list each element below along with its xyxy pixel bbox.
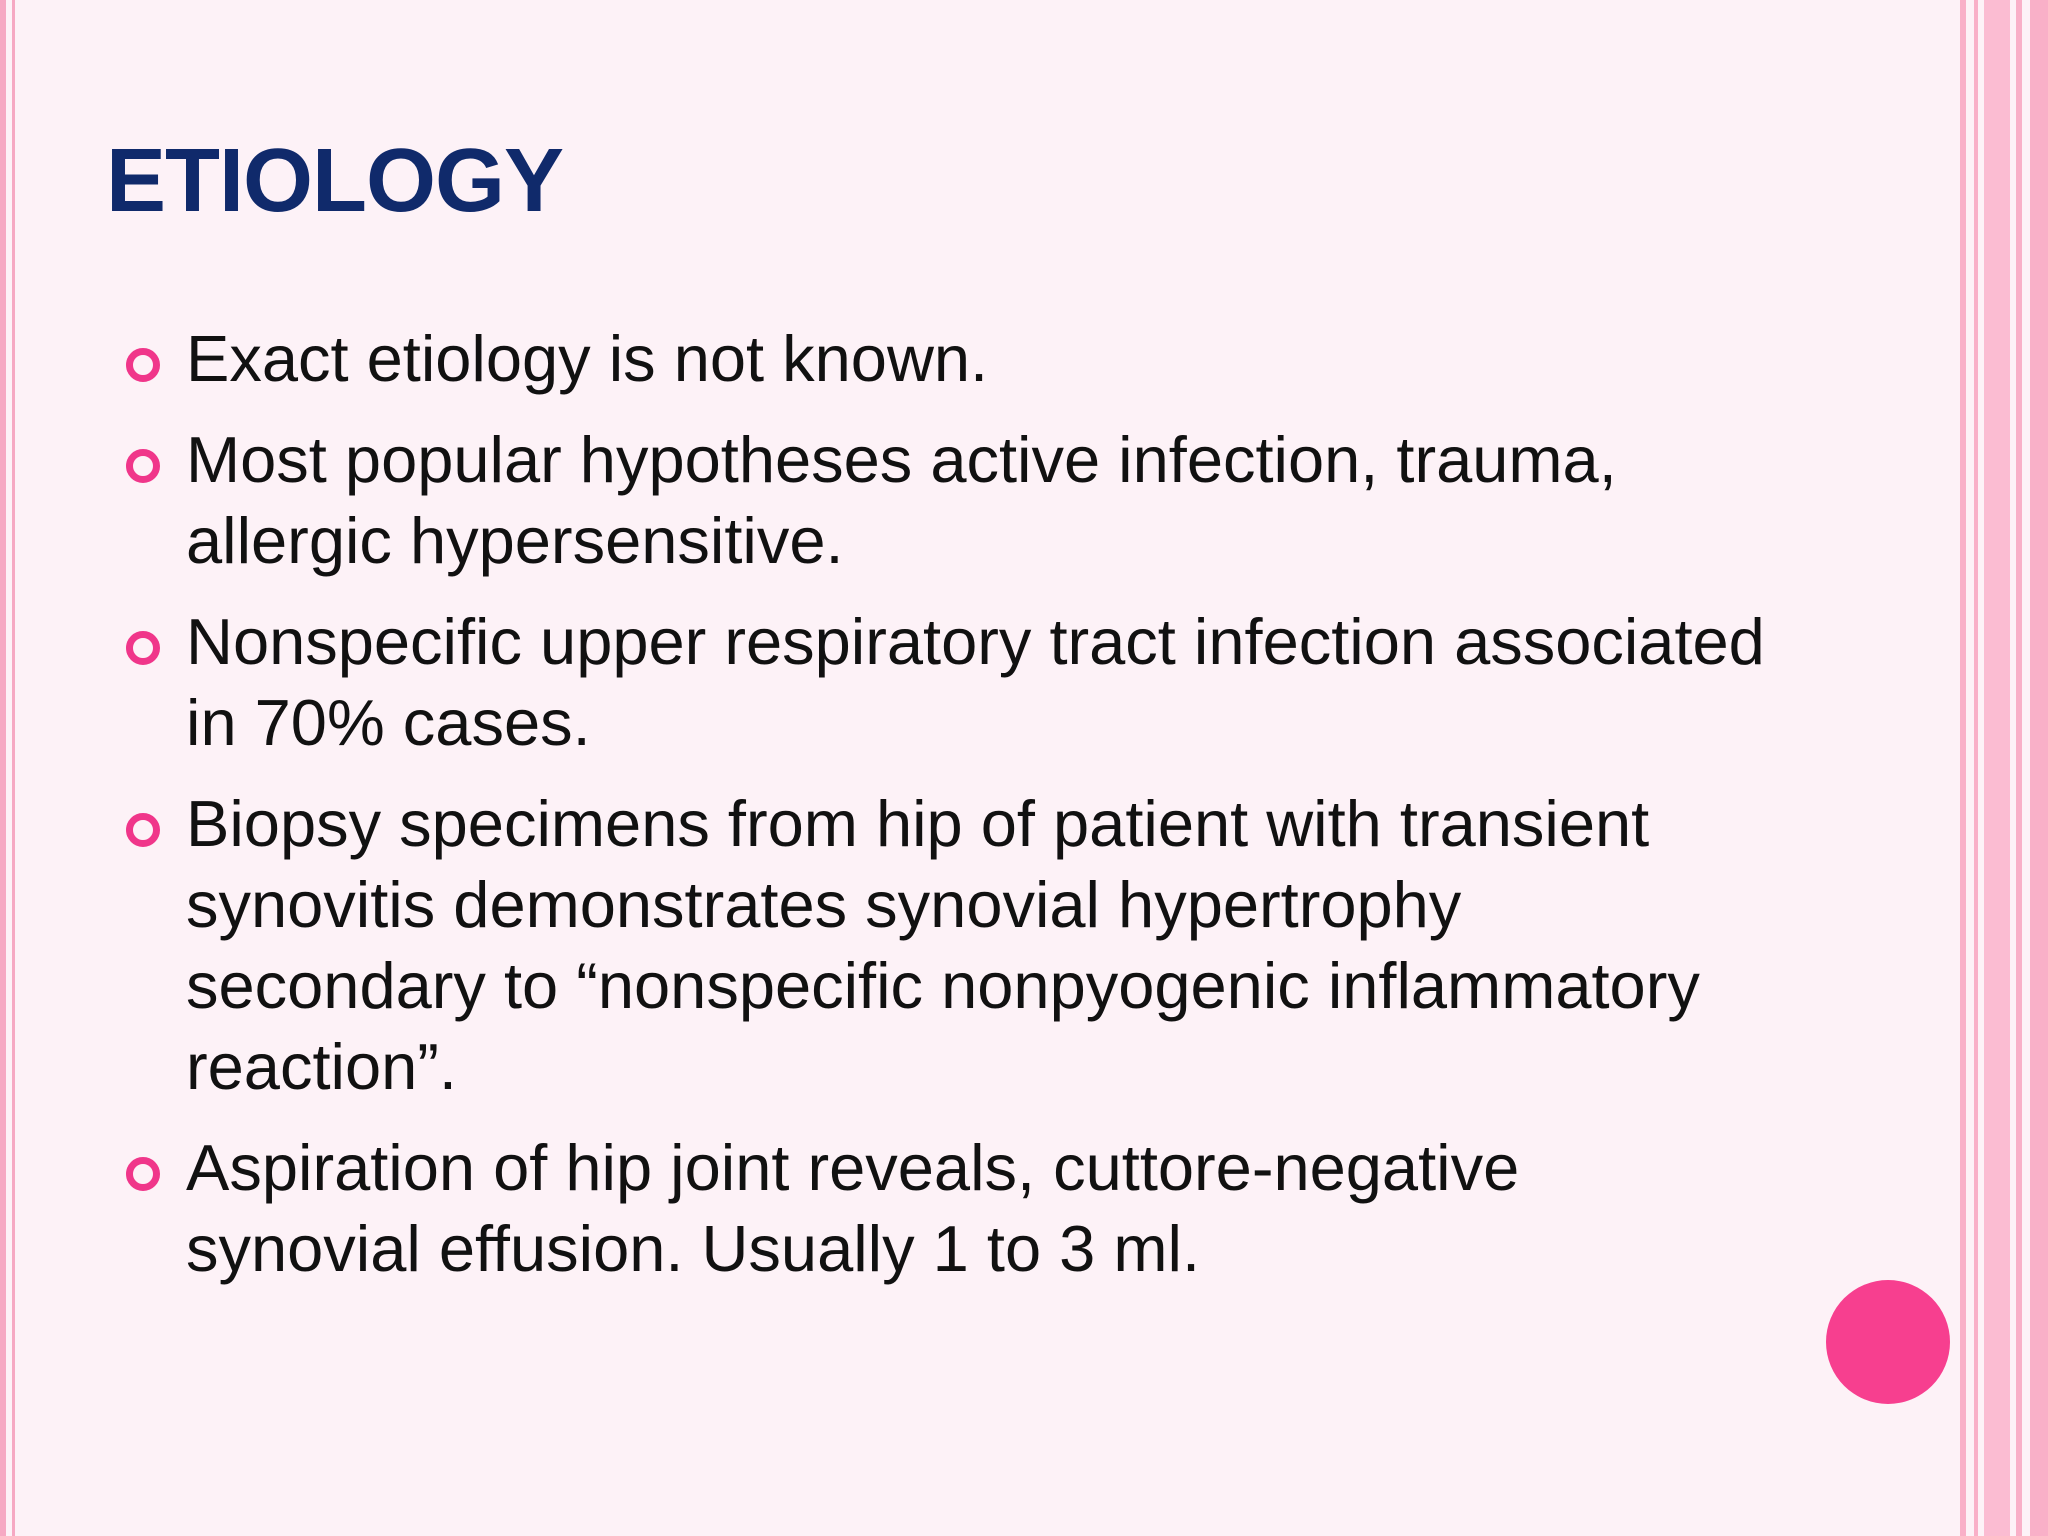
bullet-item (126, 601, 1766, 763)
circle-bullet-icon (126, 1157, 160, 1191)
left-border-line-inner (12, 0, 15, 1536)
bullet-item (126, 1127, 1766, 1289)
right-stripe (1974, 0, 1978, 1536)
right-stripe (1960, 0, 1966, 1536)
bullet-text: Nonspecific upper respiratory tract infection associated in 70% cases. (186, 605, 1765, 759)
decorative-dot-icon (1826, 1280, 1950, 1404)
bullet-list (126, 318, 1766, 1309)
bullet-text: Biopsy specimens from hip of patient with transient synovitis demonstrates synovial hypertrophy secondary to “nonspecific nonpyogenic inflammatory reaction”. (186, 787, 1700, 1103)
right-stripe (2030, 0, 2048, 1536)
circle-bullet-icon (126, 631, 160, 665)
left-border-line (0, 0, 6, 1536)
bullet-item (126, 783, 1766, 1107)
right-stripe (1984, 0, 2010, 1536)
right-stripe (2016, 0, 2022, 1536)
circle-bullet-icon (126, 449, 160, 483)
bullet-item (126, 318, 1766, 399)
bullet-item (126, 419, 1766, 581)
bullet-text: Aspiration of hip joint reveals, cuttore-negative synovial effusion. Usually 1 to 3 ml. (186, 1131, 1520, 1285)
slide-title: ETIOLOGY (106, 131, 564, 231)
bullet-text: Exact etiology is not known. (186, 322, 989, 395)
bullet-text: Most popular hypotheses active infection, trauma, allergic hypersensitive. (186, 423, 1617, 577)
circle-bullet-icon (126, 348, 160, 382)
circle-bullet-icon (126, 813, 160, 847)
